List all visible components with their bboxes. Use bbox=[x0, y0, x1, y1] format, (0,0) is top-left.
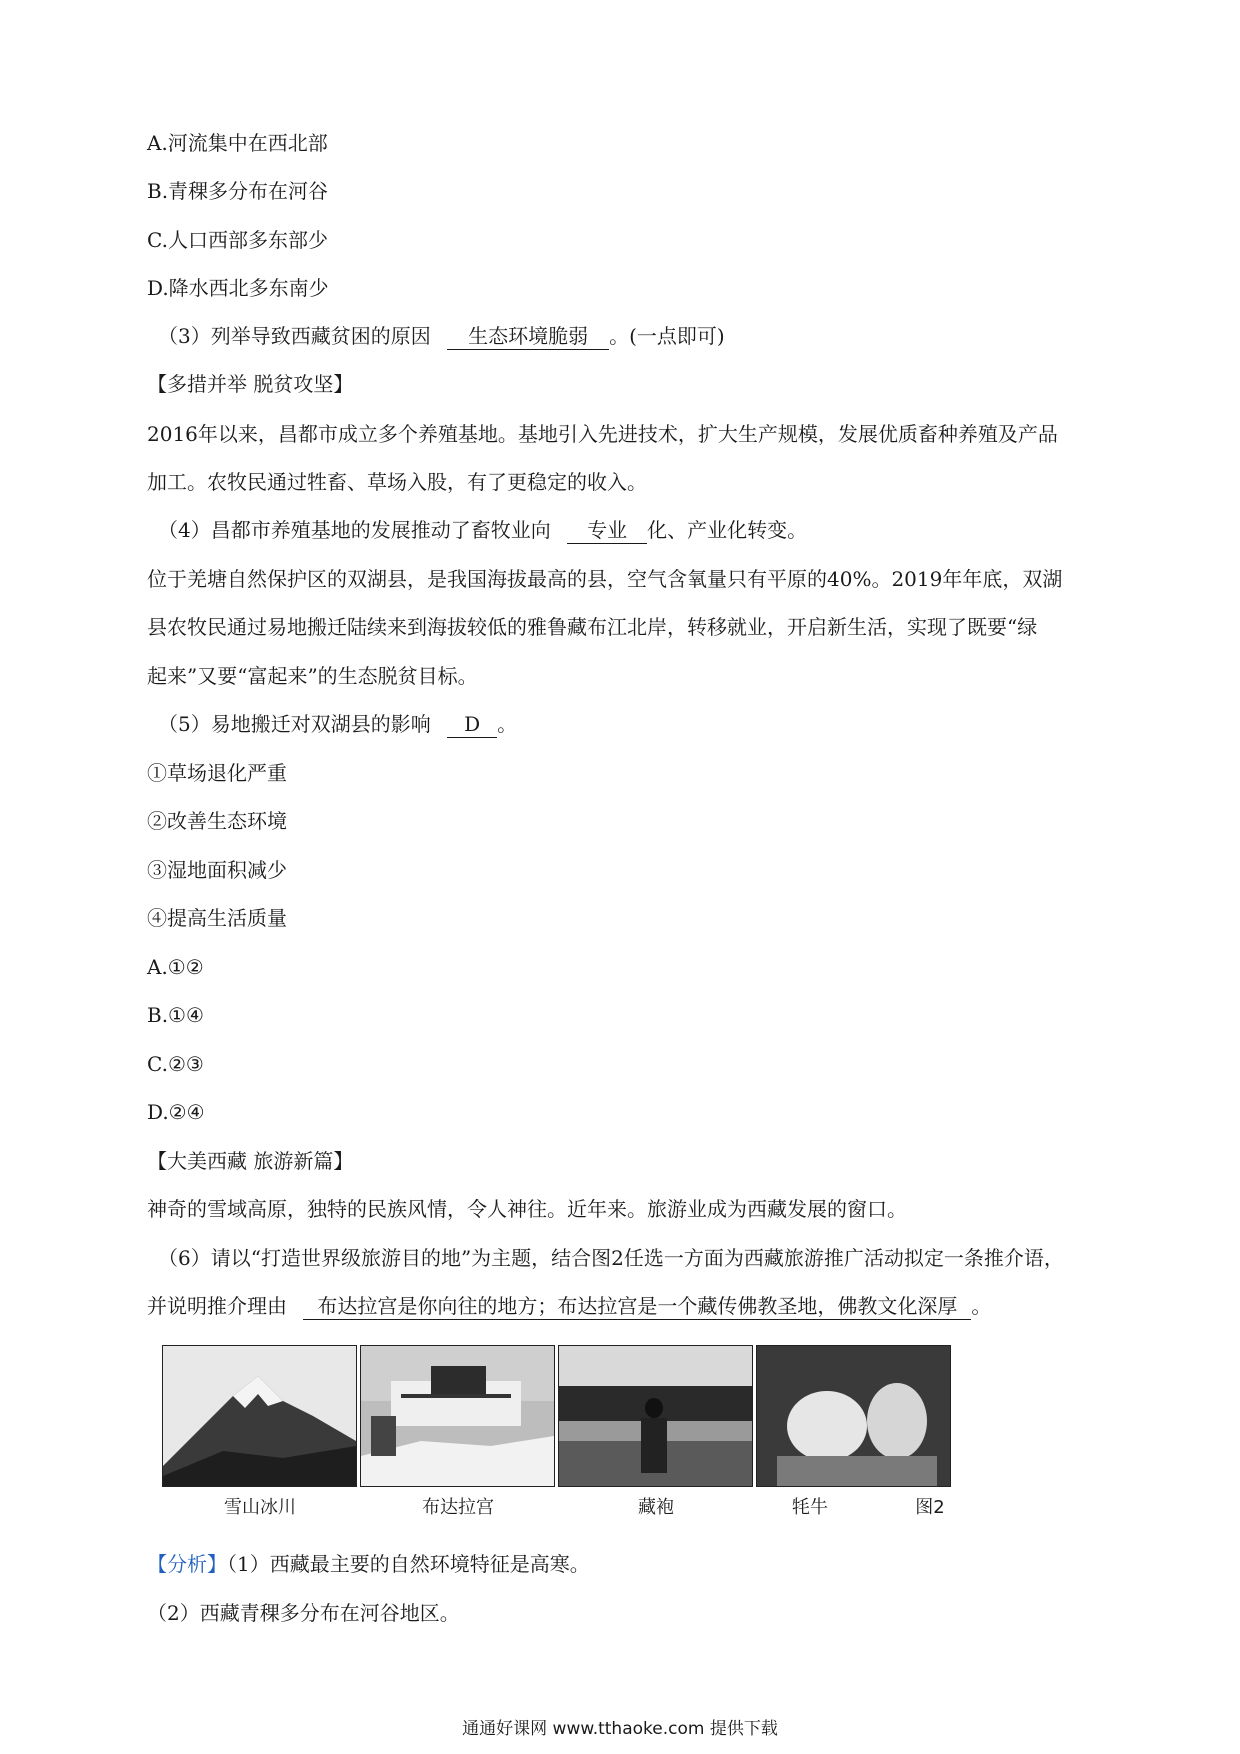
section-heading-2: 【多措并举 脱贫攻坚】 bbox=[147, 372, 354, 396]
q4-suffix: 化、产业化转变。 bbox=[647, 518, 808, 542]
photo-tibetan-robe bbox=[558, 1345, 753, 1487]
paragraph-3: 神奇的雪域高原，独特的民族风情，令人神往。近年来。旅游业成为西藏发展的窗口。 bbox=[147, 1197, 907, 1221]
question-6a: （6）请以“打造世界级旅游目的地”为主题，结合图2任选一方面为西藏旅游推广活动拟定一条推介语， bbox=[158, 1246, 1064, 1270]
question-3 bbox=[158, 323, 725, 350]
q6-answer: 布达拉宫是你向往的地方；布达拉宫是一个藏传佛教圣地，佛教文化深厚 bbox=[303, 1293, 971, 1320]
paragraph-2c: 起来”又要“富起来”的生态脱贫目标。 bbox=[147, 664, 478, 688]
paragraph-1a: 2016年以来，昌都市成立多个养殖基地。基地引入先进技术，扩大生产规模，发展优质畜种养殖及产品 bbox=[147, 422, 1058, 446]
q3-suffix: 。(一点即可) bbox=[609, 324, 725, 348]
q6-suffix: 。 bbox=[971, 1294, 992, 1318]
q3-answer: 生态环境脆弱 bbox=[447, 323, 609, 350]
analysis-tag: 【分析】 bbox=[147, 1552, 227, 1576]
caption-snow-glacier: 雪山冰川 bbox=[224, 1497, 296, 1518]
section-heading-3: 【大美西藏 旅游新篇】 bbox=[147, 1149, 354, 1173]
impact-item-2: ②改善生态环境 bbox=[147, 809, 287, 833]
q6-prompt: 并说明推介理由 bbox=[147, 1294, 287, 1318]
photo-snow-glacier bbox=[162, 1345, 357, 1487]
q3-prompt: （3）列举导致西藏贫困的原因 bbox=[158, 324, 431, 348]
q4-answer: 专业 bbox=[567, 517, 647, 544]
paragraph-2a: 位于羌塘自然保护区的双湖县，是我国海拔最高的县，空气含氧量只有平原的40%。2019年年底，双湖 bbox=[147, 567, 1063, 591]
paragraph-2b: 县农牧民通过易地搬迁陆续来到海拔较低的雅鲁藏布江北岸，转移就业，开启新生活，实现了既要“绿 bbox=[147, 615, 1038, 639]
analysis-1 bbox=[147, 1551, 590, 1577]
q5-prompt: （5）易地搬迁对双湖县的影响 bbox=[158, 712, 431, 736]
caption-potala-palace: 布达拉宫 bbox=[422, 1497, 494, 1518]
q5-answer: D bbox=[447, 711, 497, 738]
question-6b bbox=[147, 1293, 991, 1320]
q5-suffix: 。 bbox=[497, 712, 518, 736]
caption-yak: 牦牛 bbox=[792, 1497, 828, 1518]
impact-item-1: ①草场退化严重 bbox=[147, 761, 287, 785]
caption-tibetan-robe: 藏袍 bbox=[638, 1497, 674, 1518]
choice-d: D.②④ bbox=[147, 1100, 205, 1124]
line-option-d: D.降水西北多东南少 bbox=[147, 276, 329, 300]
line-option-a: A.河流集中在西北部 bbox=[147, 131, 328, 155]
choice-b: B.①④ bbox=[147, 1003, 204, 1027]
line-option-c: C.人口西部多东部少 bbox=[147, 228, 328, 252]
paragraph-1b: 加工。农牧民通过牲畜、草场入股，有了更稳定的收入。 bbox=[147, 470, 647, 494]
question-4 bbox=[158, 517, 807, 544]
choice-c: C.②③ bbox=[147, 1052, 204, 1076]
page-footer: 通通好课网 www.tthaoke.com 提供下载 bbox=[462, 1719, 778, 1739]
analysis-1-text: （1）西藏最主要的自然环境特征是高寒。 bbox=[227, 1552, 590, 1576]
photo-potala-palace bbox=[360, 1345, 555, 1487]
analysis-2: （2）西藏青稞多分布在河谷地区。 bbox=[147, 1601, 460, 1625]
figure-2 bbox=[160, 1345, 980, 1525]
figure-label: 图2 bbox=[915, 1497, 945, 1518]
question-5 bbox=[158, 711, 517, 738]
line-option-b: B.青稞多分布在河谷 bbox=[147, 179, 329, 203]
q4-prompt: （4）昌都市养殖基地的发展推动了畜牧业向 bbox=[158, 518, 551, 542]
impact-item-3: ③湿地面积减少 bbox=[147, 858, 287, 882]
choice-a: A.①② bbox=[147, 955, 204, 979]
photo-yak bbox=[756, 1345, 951, 1487]
impact-item-4: ④提高生活质量 bbox=[147, 906, 287, 930]
